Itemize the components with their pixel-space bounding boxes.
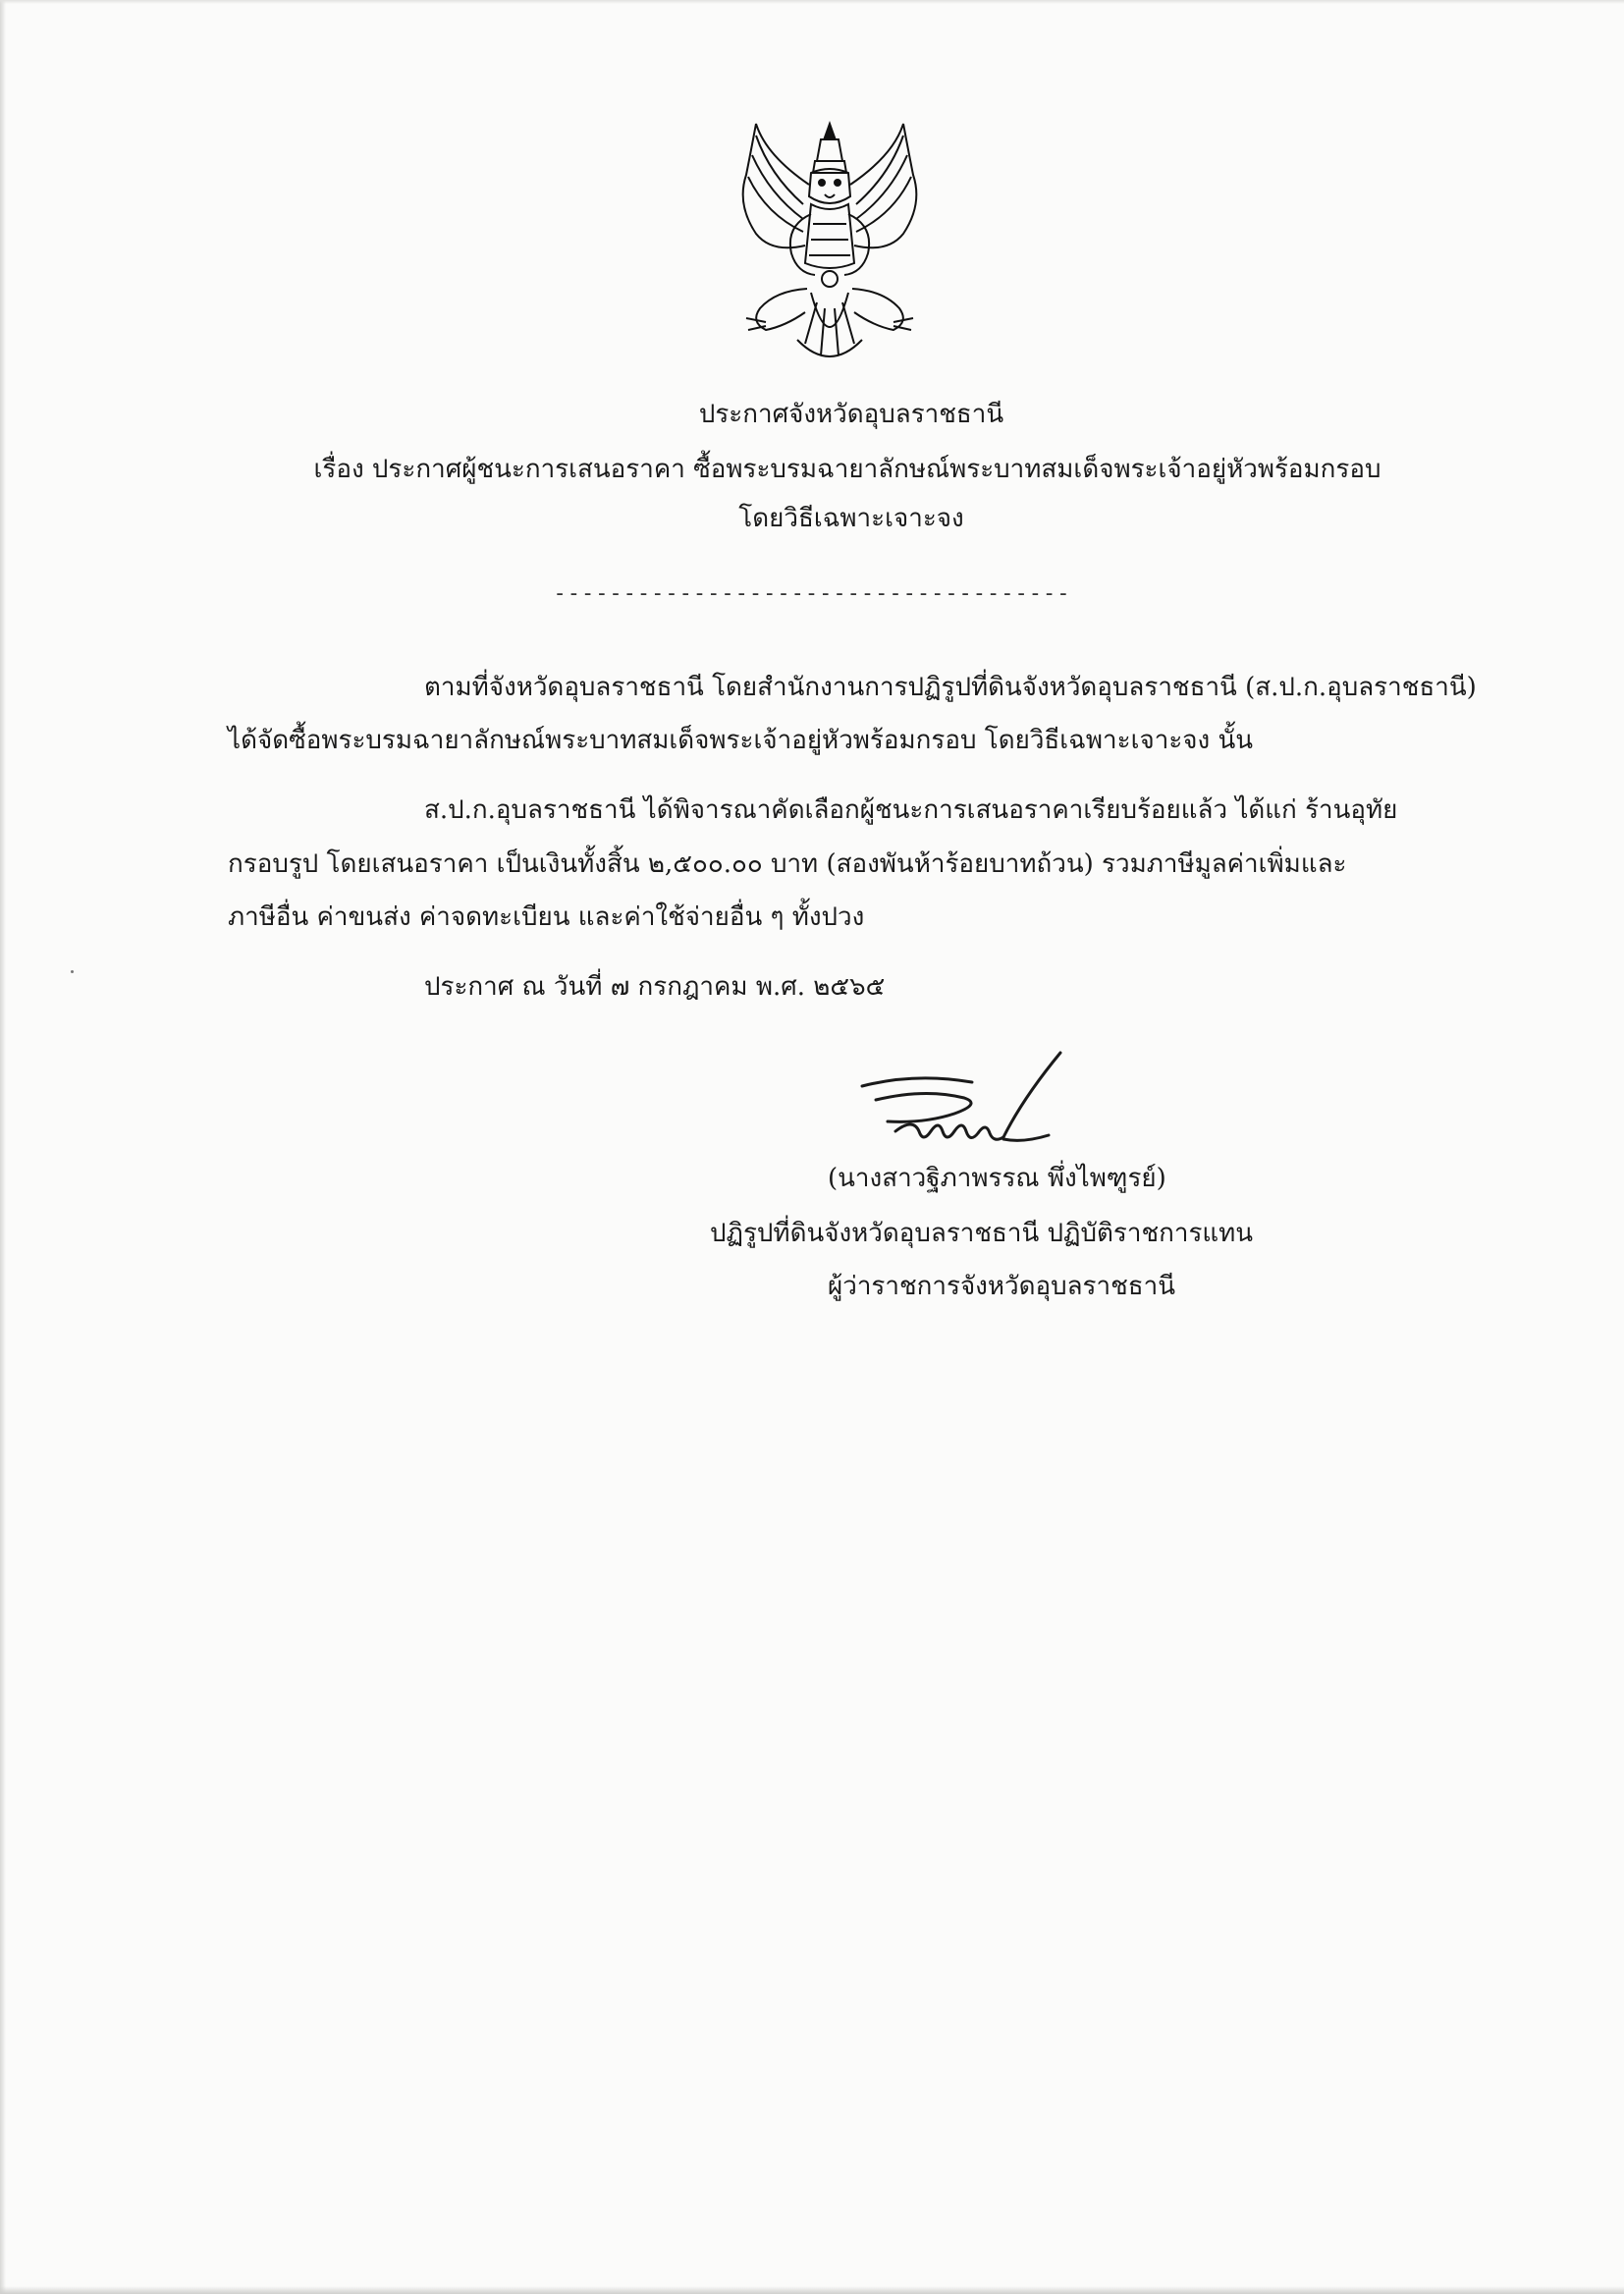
document-method: โดยวิธีเฉพาะเจาะจง	[738, 504, 964, 533]
signatory-name: (นางสาวฐิภาพรรณ พึ่งไพฑูรย์)	[828, 1164, 1166, 1193]
signatory-position-1: ปฏิรูปที่ดินจังหวัดอุบลราชธานี ปฏิบัติราชการแทน	[710, 1219, 1254, 1248]
handwritten-signature	[856, 1049, 1082, 1159]
document-subject: เรื่อง ประกาศผู้ชนะการเสนอราคา ซื้อพระบรมฉายาลักษณ์พระบาทสมเด็จพระเจ้าอยู่หัวพร้อมกรอบ	[313, 455, 1381, 484]
paragraph-2-line-2: กรอบรูป โดยเสนอราคา เป็นเงินทั้งสิ้น ๒,๕๐๐.๐๐ บาท (สองพันห้าร้อยบาทถ้วน) รวมภาษีมูลค่าเพิ่มและ	[228, 849, 1347, 879]
paragraph-2-line-1: ส.ป.ก.อุบลราชธานี ได้พิจารณาคัดเลือกผู้ชนะการเสนอราคาเรียบร้อยแล้ว ได้แก่ ร้านอุทัย	[424, 795, 1398, 825]
paragraph-1-line-1: ตามที่จังหวัดอุบลราชธานี โดยสำนักงานการปฏิรูปที่ดินจังหวัดอุบลราชธานี (ส.ป.ก.อุบลราชธานี)	[424, 673, 1477, 702]
scan-edge-top	[0, 0, 1624, 4]
heading-divider: -------------------------------------	[553, 581, 1071, 606]
signatory-position-2: ผู้ว่าราชการจังหวัดอุบลราชธานี	[828, 1272, 1176, 1301]
document-authority: ประกาศจังหวัดอุบลราชธานี	[698, 400, 1004, 429]
announcement-date: ประกาศ ณ วันที่ ๗ กรกฎาคม พ.ศ. ๒๕๖๕	[424, 972, 886, 1002]
scan-edge-bottom	[0, 2286, 1624, 2294]
scan-speck	[71, 970, 74, 973]
paragraph-1-line-2: ได้จัดซื้อพระบรมฉายาลักษณ์พระบาทสมเด็จพระเจ้าอยู่หัวพร้อมกรอบ โดยวิธีเฉพาะเจาะจง นั้น	[228, 726, 1254, 755]
scan-edge-left	[0, 0, 6, 2294]
paragraph-2-line-3: ภาษีอื่น ค่าขนส่ง ค่าจดทะเบียน และค่าใช้จ่ายอื่น ๆ ทั้งปวง	[228, 902, 865, 932]
garuda-emblem-icon	[727, 116, 933, 376]
